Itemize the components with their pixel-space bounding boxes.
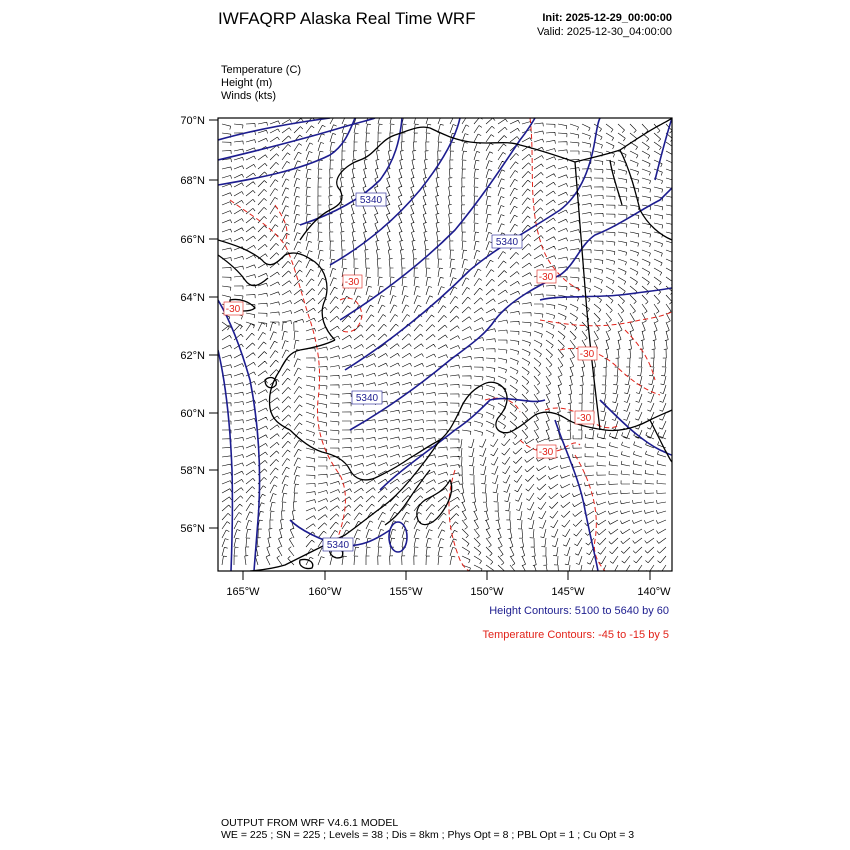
lon-label: 145°W: [551, 586, 585, 598]
height-label: 5340: [359, 195, 383, 206]
lon-label: 140°W: [637, 586, 671, 598]
lat-label: 62°N: [180, 350, 205, 362]
height-label: 5340: [326, 540, 350, 551]
lat-label: 66°N: [180, 234, 205, 246]
latitude-axis: [209, 120, 218, 528]
temperature-label: -30: [538, 272, 554, 283]
init-time: Init: 2025-12-29_00:00:00: [542, 12, 672, 24]
field-label-winds: Winds (kts): [221, 90, 276, 102]
wind-barbs: [222, 115, 675, 574]
plot-title: IWFAQRP Alaska Real Time WRF: [218, 9, 476, 28]
lat-label: 60°N: [180, 408, 205, 420]
field-label-height: Height (m): [221, 77, 273, 89]
field-label-temperature: Temperature (C): [221, 64, 302, 76]
height-label: 5340: [355, 393, 379, 404]
temperature-label: -30: [576, 413, 592, 424]
latitude-labels: [180, 115, 205, 535]
temperature-label: -30: [225, 304, 241, 315]
model-info: OUTPUT FROM WRF V4.6.1 MODEL: [221, 817, 399, 829]
lon-label: 165°W: [226, 586, 260, 598]
temperature-label: -30: [538, 447, 554, 458]
height-label: 5340: [495, 237, 519, 248]
valid-time: Valid: 2025-12-30_04:00:00: [537, 26, 672, 38]
temperature-label: -30: [344, 277, 360, 288]
lat-label: 70°N: [180, 115, 205, 127]
lon-label: 160°W: [308, 586, 342, 598]
lat-label: 56°N: [180, 523, 205, 535]
temperature-contour-note: Temperature Contours: -45 to -15 by 5: [482, 629, 669, 641]
temperature-label: -30: [579, 349, 595, 360]
temperature-contours: [230, 118, 672, 571]
lat-label: 68°N: [180, 175, 205, 187]
lat-label: 58°N: [180, 465, 205, 477]
height-contour-labels: [323, 193, 522, 551]
lat-label: 64°N: [180, 292, 205, 304]
lon-label: 150°W: [470, 586, 504, 598]
height-contour-note: Height Contours: 5100 to 5640 by 60: [489, 605, 669, 617]
longitude-axis: [243, 571, 650, 580]
lon-label: 155°W: [389, 586, 423, 598]
longitude-labels: [226, 586, 671, 598]
model-config: WE = 225 ; SN = 225 ; Levels = 38 ; Dis = 8km ; Phys Opt = 8 ; PBL Opt = 1 ; Cu Opt = 3: [221, 829, 635, 841]
wind-barb-field: [222, 115, 675, 574]
